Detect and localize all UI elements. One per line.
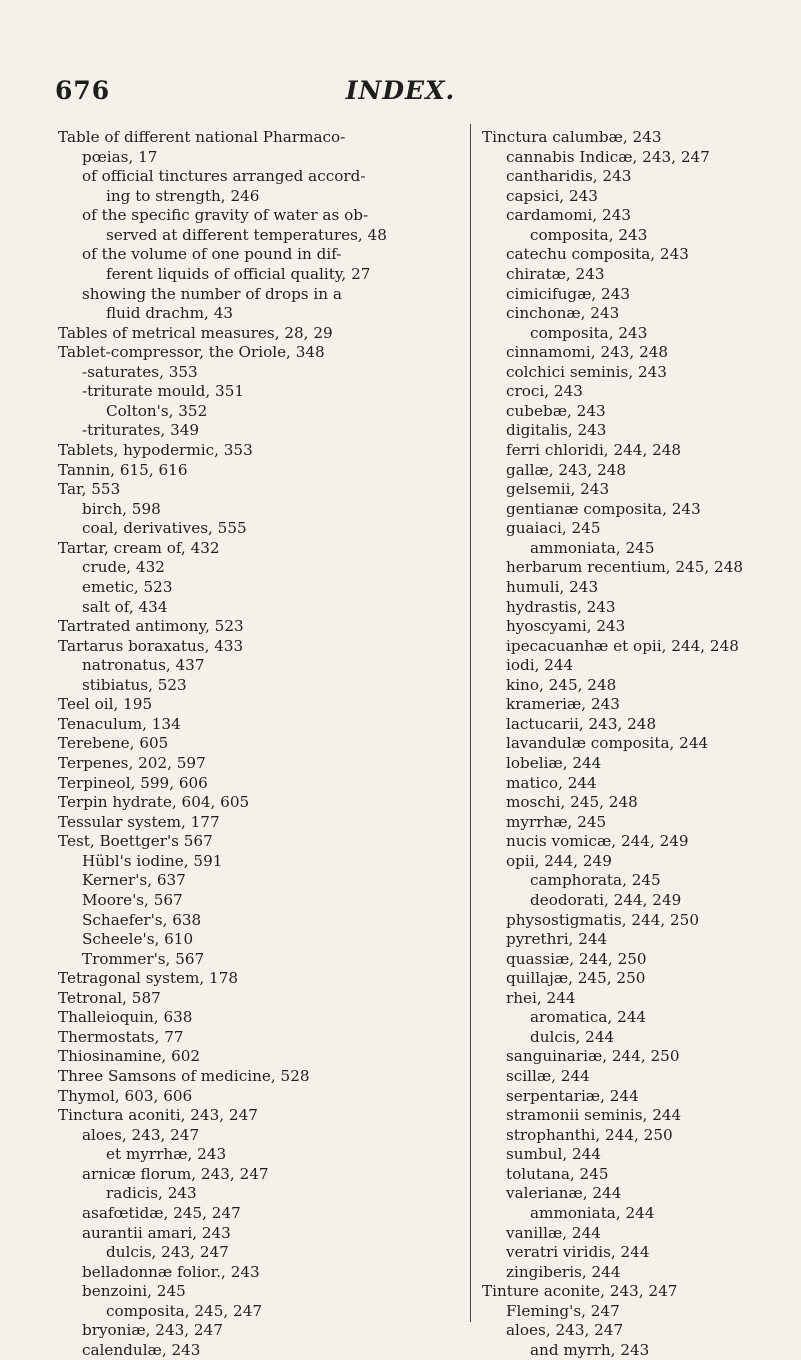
index-entry: Schaefer's, 638: [82, 910, 202, 929]
index-entry: opii, 244, 249: [506, 851, 612, 870]
index-entry: ammoniata, 245: [530, 538, 655, 557]
index-entry: kino, 245, 248: [506, 675, 617, 694]
index-entry: guaiaci, 245: [506, 519, 601, 538]
index-entry: gelsemii, 243: [506, 480, 610, 499]
index-entry: stibiatus, 523: [82, 675, 187, 694]
index-entry: Tar, 553: [58, 480, 121, 499]
index-entry: tolutana, 245: [506, 1164, 609, 1183]
index-entry: sanguinariæ, 244, 250: [506, 1047, 680, 1066]
index-entry: composita, 243: [530, 323, 648, 342]
index-entry: composita, 245, 247: [106, 1301, 263, 1320]
index-entry: nucis vomicæ, 244, 249: [506, 832, 689, 851]
index-entry: Tartar, cream of, 432: [58, 538, 220, 557]
index-entry: dulcis, 243, 247: [106, 1243, 229, 1262]
index-entry: -triturate mould, 351: [82, 382, 245, 401]
index-entry: Trommer's, 567: [82, 949, 205, 968]
index-entry: lactucarii, 243, 248: [506, 714, 657, 733]
index-entry: aloes, 243, 247: [506, 1321, 624, 1340]
index-entry: cardamomi, 243: [506, 206, 632, 225]
running-head-title: INDEX.: [345, 76, 456, 105]
index-entry: Terpin hydrate, 604, 605: [58, 793, 250, 812]
index-entry: valerianæ, 244: [506, 1184, 622, 1203]
index-entry: et myrrhæ, 243: [106, 1145, 227, 1164]
index-entry: emetic, 523: [82, 577, 173, 596]
index-entry: krameriæ, 243: [506, 695, 620, 714]
page-number: 676: [55, 76, 111, 105]
index-entry: cinnamomi, 243, 248: [506, 343, 669, 362]
index-column-left: [58, 128, 468, 1360]
index-entry: Colton's, 352: [106, 401, 208, 420]
index-entry: aloes, 243, 247: [82, 1125, 200, 1144]
index-entry: Moore's, 567: [82, 890, 183, 909]
index-entry: Tinture aconite, 243, 247: [482, 1282, 678, 1301]
index-column-right: [482, 128, 792, 1360]
index-entry: croci, 243: [506, 382, 583, 401]
index-entry: birch, 598: [82, 499, 161, 518]
index-entry: chiratæ, 243: [506, 264, 605, 283]
index-entry: natronatus, 437: [82, 656, 205, 675]
index-entry: Tinctura calumbæ, 243: [482, 128, 662, 146]
index-entry: ipecacuanhæ et opii, 244, 248: [506, 636, 739, 655]
index-entry: cannabis Indicæ, 243, 247: [506, 147, 710, 166]
index-entry: Table of different national Pharmaco-: [58, 128, 346, 146]
index-entry: belladonnæ folior., 243: [82, 1262, 260, 1281]
index-entry: gallæ, 243, 248: [506, 460, 627, 479]
index-entry: of the volume of one pound in dif-: [82, 245, 342, 264]
index-entry: Tetragonal system, 178: [58, 969, 239, 988]
index-entry: and myrrh, 243: [530, 1340, 650, 1359]
index-entry: Tablet-compressor, the Oriole, 348: [58, 343, 325, 362]
index-entry: matico, 244: [506, 773, 597, 792]
index-entry: sumbul, 244: [506, 1145, 601, 1164]
index-entry: hydrastis, 243: [506, 597, 616, 616]
index-entry: salt of, 434: [82, 597, 168, 616]
index-entry: dulcis, 244: [530, 1027, 615, 1046]
index-entry: Tannin, 615, 616: [58, 460, 188, 479]
index-entry: -triturates, 349: [82, 421, 200, 440]
index-entry: showing the number of drops in a: [82, 284, 342, 303]
index-entry: vanillæ, 244: [506, 1223, 601, 1242]
index-entry: ferri chloridi, 244, 248: [506, 441, 682, 459]
index-entry: Tartrated antimony, 523: [58, 617, 244, 636]
index-entry: lobeliæ, 244: [506, 754, 602, 772]
index-entry: Kerner's, 637: [82, 871, 186, 890]
index-entry: Fleming's, 247: [506, 1301, 620, 1320]
index-entry: calendulæ, 243: [82, 1340, 201, 1359]
index-entry: scillæ, 244: [506, 1067, 590, 1085]
index-entry: zingiberis, 244: [506, 1262, 621, 1281]
index-entry: composita, 243: [530, 225, 648, 244]
index-entry: Thymol, 603, 606: [58, 1086, 193, 1105]
column-divider: [470, 124, 471, 1322]
index-entry: crude, 432: [82, 558, 165, 577]
index-entry: stramonii seminis, 244: [506, 1106, 682, 1125]
index-entry: Thermostats, 77: [58, 1027, 184, 1046]
index-entry: herbarum recentium, 245, 248: [506, 558, 744, 577]
index-entry: strophanthi, 244, 250: [506, 1125, 673, 1144]
index-entry: colchici seminis, 243: [506, 362, 667, 381]
index-entry: arnicæ florum, 243, 247: [82, 1164, 269, 1183]
index-entry: pyrethri, 244: [506, 930, 608, 949]
index-entry: Tables of metrical measures, 28, 29: [58, 323, 333, 342]
index-entry: Tetronal, 587: [58, 988, 161, 1007]
index-entry: hyoscyami, 243: [506, 617, 626, 636]
index-entry: Teel oil, 195: [58, 695, 153, 714]
index-entry: Test, Boettger's 567: [58, 832, 213, 851]
index-entry: veratri viridis, 244: [506, 1243, 650, 1262]
index-entry: iodi, 244: [506, 656, 574, 675]
index-entry: quillajæ, 245, 250: [506, 969, 646, 988]
index-entry: radicis, 243: [106, 1184, 197, 1203]
index-entry: Tinctura aconiti, 243, 247: [58, 1106, 258, 1125]
index-entry: Thalleioquin, 638: [58, 1008, 193, 1027]
index-entry: bryoniæ, 243, 247: [82, 1321, 223, 1340]
index-entry: camphorata, 245: [530, 871, 661, 890]
index-entry: benzoini, 245: [82, 1282, 186, 1301]
index-entry: Tessular system, 177: [58, 812, 220, 831]
index-entry: Tablets, hypodermic, 353: [58, 441, 253, 459]
index-entry: of official tinctures arranged accord-: [82, 167, 366, 186]
index-entry: gentianæ composita, 243: [506, 499, 701, 518]
index-entry: digitalis, 243: [506, 421, 607, 440]
index-entry: asafœtidæ, 245, 247: [82, 1203, 241, 1222]
index-entry: Terebene, 605: [58, 734, 169, 753]
page-header: [0, 76, 801, 106]
index-entry: of the specific gravity of water as ob-: [82, 206, 369, 225]
index-entry: cimicifugæ, 243: [506, 284, 631, 303]
index-entry: cubebæ, 243: [506, 401, 606, 420]
index-entry: cantharidis, 243: [506, 167, 632, 186]
index-entry: Three Samsons of medicine, 528: [58, 1067, 310, 1085]
index-entry: physostigmatis, 244, 250: [506, 910, 699, 929]
index-entry: Thiosinamine, 602: [58, 1047, 201, 1066]
index-entry: rhei, 244: [506, 988, 576, 1007]
index-entry: ferent liquids of official quality, 27: [106, 264, 371, 283]
index-entry: cinchonæ, 243: [506, 304, 620, 323]
index-entry: Terpenes, 202, 597: [58, 754, 206, 772]
index-entry: Terpineol, 599, 606: [58, 773, 208, 792]
index-entry: lavandulæ composita, 244: [506, 734, 709, 753]
index-entry: ing to strength, 246: [106, 186, 260, 205]
index-entry: moschi, 245, 248: [506, 793, 638, 812]
index-entry: ammoniata, 244: [530, 1203, 655, 1222]
index-entry: coal, derivatives, 555: [82, 519, 247, 538]
index-entry: serpentariæ, 244: [506, 1086, 639, 1105]
index-entry: Tenaculum, 134: [58, 714, 181, 733]
index-entry: quassiæ, 244, 250: [506, 949, 647, 968]
index-entry: served at different temperatures, 48: [106, 225, 387, 244]
index-entry: fluid drachm, 43: [106, 304, 234, 323]
index-entry: Hübl's iodine, 591: [82, 851, 223, 870]
index-entry: -saturates, 353: [82, 362, 198, 381]
index-entry: aurantii amari, 243: [82, 1223, 231, 1242]
index-entry: deodorati, 244, 249: [530, 890, 682, 909]
index-entry: capsici, 243: [506, 186, 598, 205]
index-entry: catechu composita, 243: [506, 245, 689, 264]
index-entry: Tartarus boraxatus, 433: [58, 636, 244, 655]
index-entry: humuli, 243: [506, 577, 599, 596]
index-entry: Scheele's, 610: [82, 930, 194, 949]
index-entry: pœias, 17: [82, 147, 158, 166]
index-entry: aromatica, 244: [530, 1008, 647, 1027]
index-entry: myrrhæ, 245: [506, 812, 607, 831]
